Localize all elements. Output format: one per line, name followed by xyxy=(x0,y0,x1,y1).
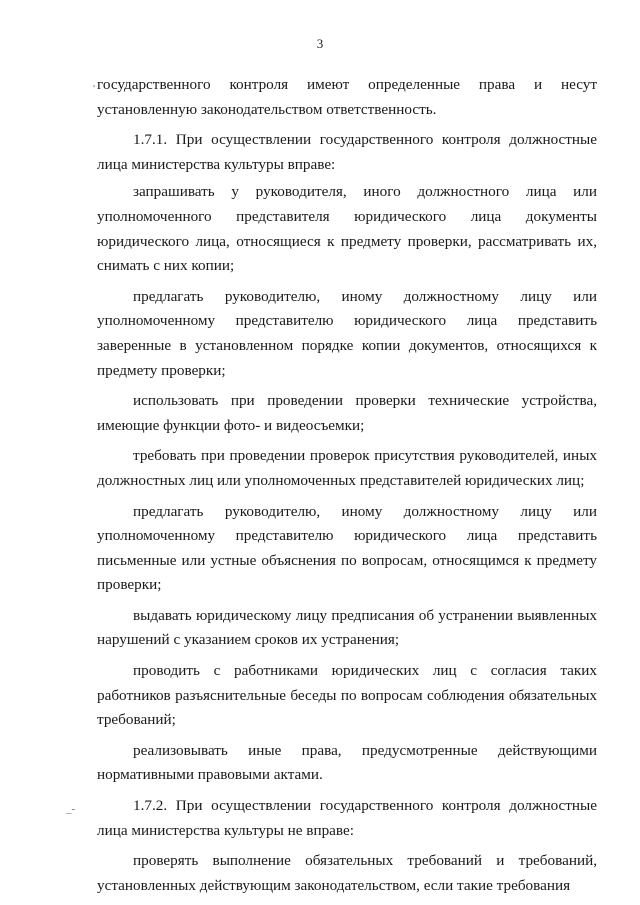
document-body xyxy=(97,73,597,901)
scan-mark: _- xyxy=(66,803,76,815)
paragraph: предлагать руководителю, иному должностному лицу или уполномоченному представителю юридического лица представить письменные или устные объяснения по вопросам, относящимся к предмету проверки; xyxy=(97,502,597,594)
paragraph: государственного контроля имеют определенные права и несут установленную законодательством ответственность. xyxy=(97,76,597,118)
paragraph: требовать при проведении проверок присутствия руководителей, иных должностных лиц или уполномоченных представителей юридических лиц; xyxy=(97,447,597,489)
paragraph: предлагать руководителю, иному должностному лицу или уполномоченному представителю юридического лица представить заверенные в установленном порядке копии документов, относящихся к предмету проверки; xyxy=(97,287,597,379)
paragraph: использовать при проведении проверки технические устройства, имеющие функции фото- и видеосъемки; xyxy=(97,392,597,434)
paragraph: запрашивать у руководителя, иного должностного лица или уполномоченного представителя юридического лица документы юридического лица, относящиеся к предмету проверки, рассматривать их, снимать с них копии; xyxy=(97,183,597,275)
paragraph: проводить с работниками юридических лиц с согласия таких работников разъяснительные беседы по вопросам соблюдения обязательных требований; xyxy=(97,662,597,729)
paragraph: 1.7.1. При осуществлении государственного контроля должностные лица министерства культуры вправе: xyxy=(97,131,597,173)
paragraph: 1.7.2. При осуществлении государственного контроля должностные лица министерства культуры не вправе: xyxy=(97,797,597,839)
paragraph: реализовывать иные права, предусмотренные действующими нормативными правовыми актами. xyxy=(97,741,597,784)
paragraph: проверять выполнение обязательных требований и требований, установленных действующим законодательством, если такие требования xyxy=(97,852,597,894)
scan-mark: ' xyxy=(93,83,95,95)
page-number: 3 xyxy=(316,36,324,51)
paragraph: выдавать юридическому лицу предписания об устранении выявленных нарушений с указанием сроков их устранения; xyxy=(97,606,597,649)
